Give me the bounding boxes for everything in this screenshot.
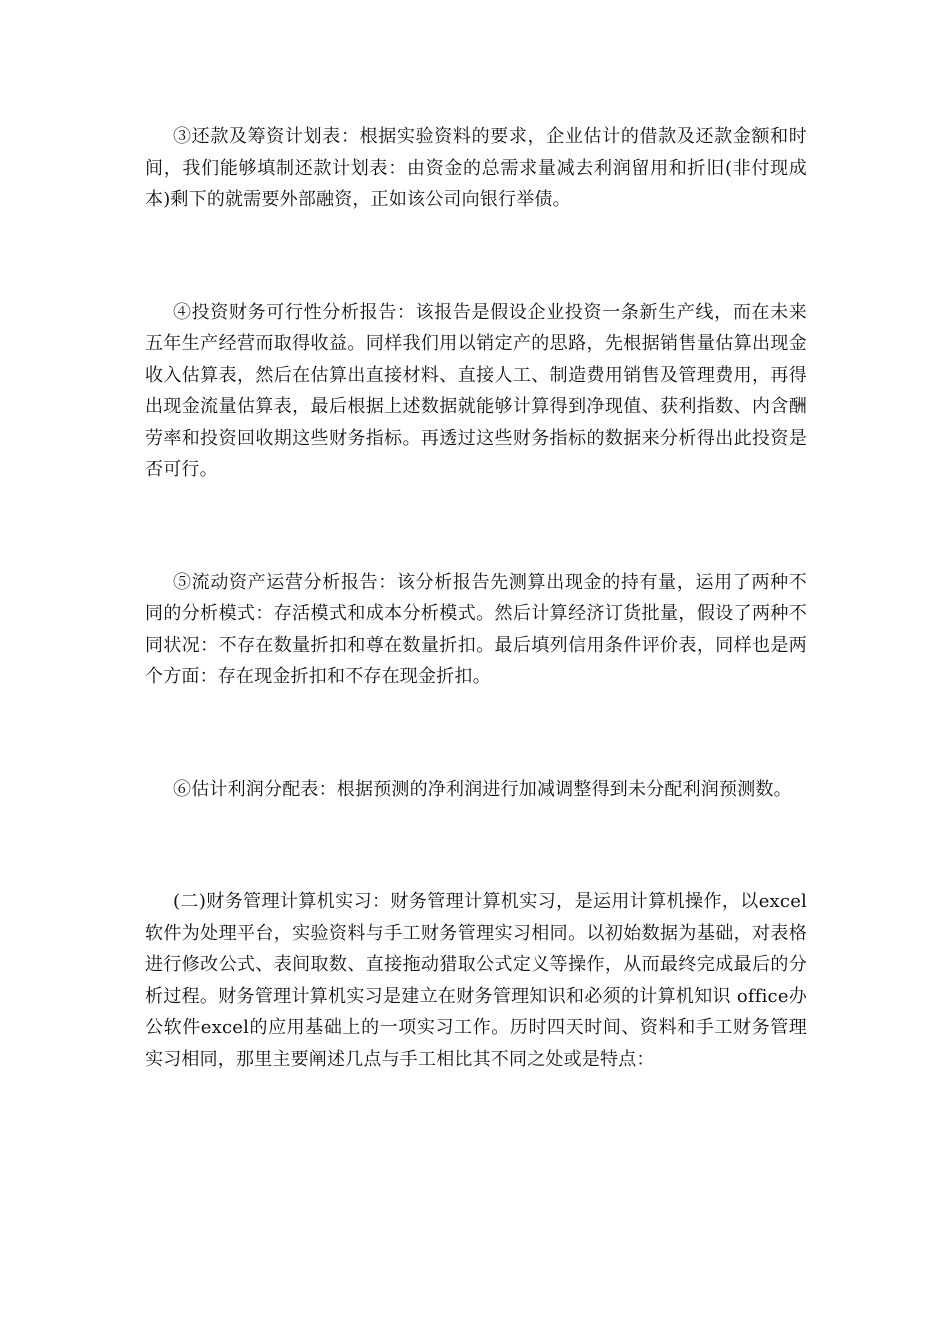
document-page	[145, 121, 807, 1075]
paragraph-repayment-plan: ③还款及筹资计划表：根据实验资料的要求，企业估计的借款及还款金额和时间，我们能够填制还款计划表：由资金的总需求量减去利润留用和折旧(非付现成本)剩下的就需要外部融资，正如该公司向银行举债。	[145, 126, 807, 210]
paragraph-current-assets-analysis: ⑤流动资产运营分析报告：该分析报告先测算出现金的持有量，运用了两种不同的分析模式：存活模式和成本分析模式。然后计算经济订货批量，假设了两种不同状况：不存在数量折扣和尊在数量折扣。最后填列信用条件评价表，同样也是两个方面：存在现金折扣和不存在现金折扣。	[145, 571, 807, 687]
paragraph-investment-feasibility: ④投资财务可行性分析报告：该报告是假设企业投资一条新生产线，而在未来五年生产经营而取得收益。同样我们用以销定产的思路，先根据销售量估算出现金收入估算表，然后在估算出直接材料、直接人工、制造费用销售及管理费用，再得出现金流量估算表，最后根据上述数据就能够计算得到净现值、获利指数、内含酬劳率和投资回收期这些财务指标。再透过这些财务指标的数据来分析得出此投资是否可行。	[145, 301, 807, 480]
paragraph-computer-internship: (二)财务管理计算机实习：财务管理计算机实习，是运用计算机操作，以excel软件为处理平台，实验资料与手工财务管理实习相同。以初始数据为基础，对表格进行修改公式、表间取数、直接拖动猎取公式定义等操作，从而最终完成最后的分析过程。财务管理计算机实习是建立在财务管理知识和必须的计算机知识 office办公软件excel的应用基础上的一项实习工作。历时四天时间、资料和手工财务管理实习相同，那里主要阐述几点与手工相比其不同之处或是特点：	[145, 891, 807, 1070]
paragraph-profit-distribution: ⑥估计利润分配表：根据预测的净利润进行加减调整得到未分配利润预测数。	[173, 778, 792, 800]
